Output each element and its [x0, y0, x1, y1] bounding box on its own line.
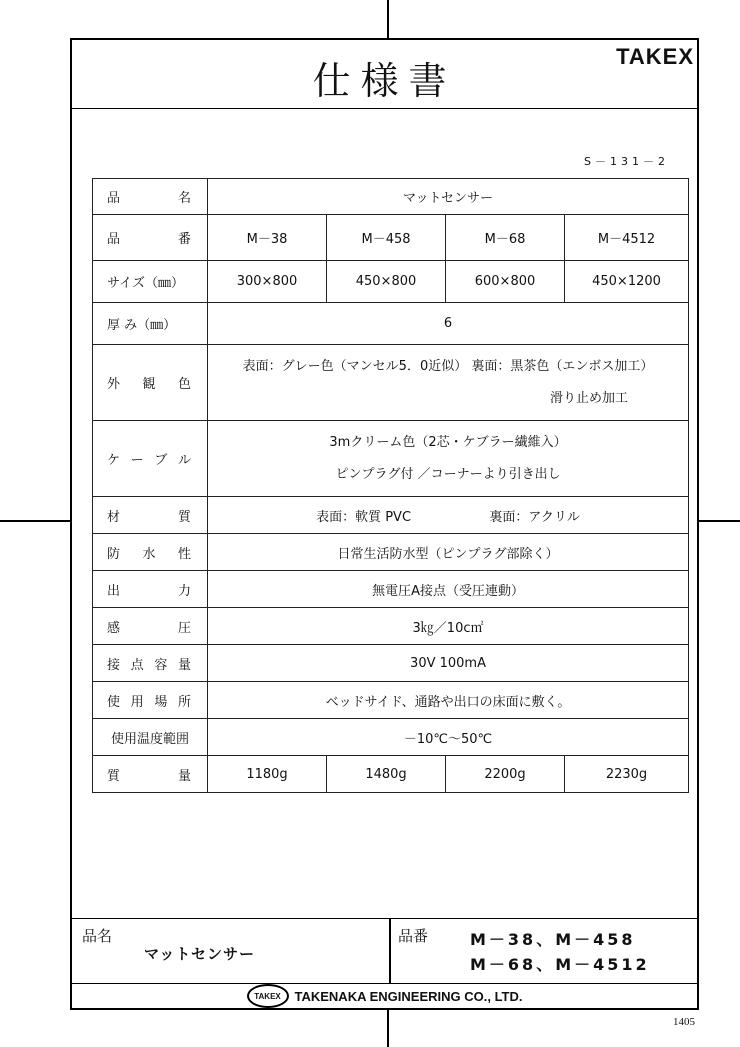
row-waterproof	[93, 534, 689, 571]
value-waterproof: 日常生活防水型（ピンプラグ部除く）	[208, 534, 689, 571]
footer-models-line-2: M－68、M－4512	[470, 955, 650, 974]
cable-line-1: 3mクリーム色（2芯・ケブラー繊維入）	[329, 434, 567, 450]
title-bar	[72, 40, 697, 109]
label-contact-capacity: 接 点 容 量	[93, 645, 208, 682]
label-cable: ケ ー ブ ル	[93, 421, 208, 497]
row-material	[93, 497, 689, 534]
row-sensitivity	[93, 608, 689, 645]
appearance-line-1: 表面：グレー色（マンセル5．0近似） 裏面：黒茶色（エンボス加工）	[242, 358, 654, 374]
row-weight	[93, 756, 689, 793]
cable-line-2: ピンプラグ付 ／コーナーより引き出し	[335, 466, 561, 482]
size-cell: 600×800	[446, 261, 565, 303]
label-material: 材 質	[93, 497, 208, 534]
weight-cell: 2200g	[446, 756, 565, 793]
value-output: 無電圧A接点（受圧連動）	[208, 571, 689, 608]
label-waterproof: 防 水 性	[93, 534, 208, 571]
footer-divider	[389, 919, 391, 983]
row-output	[93, 571, 689, 608]
value-contact-capacity: 30V 100mA	[208, 645, 689, 682]
crop-mark-left	[0, 520, 70, 522]
weight-cell: 1180g	[208, 756, 327, 793]
row-contact-capacity	[93, 645, 689, 682]
label-output: 出 力	[93, 571, 208, 608]
row-product-name	[93, 179, 689, 215]
value-sensitivity: 3㎏／10c㎡	[208, 608, 689, 645]
row-appearance	[93, 345, 689, 421]
spec-table	[92, 178, 689, 793]
label-thickness: 厚 み（㎜）	[93, 303, 208, 345]
row-cable	[93, 421, 689, 497]
label-sensitivity: 感 圧	[93, 608, 208, 645]
footer-model-label: 品番	[398, 927, 429, 945]
label-model: 品 番	[93, 215, 208, 261]
model-cell: M－38	[208, 215, 327, 261]
material-back: 裏面：アクリル	[489, 509, 580, 525]
model-cell: M－458	[327, 215, 446, 261]
company-logo: TAKEX	[247, 984, 289, 1008]
row-model	[93, 215, 689, 261]
document-number: S－131－2	[584, 155, 669, 168]
value-usage-location: ベッドサイド、通路や出口の床面に敷く。	[208, 682, 689, 719]
footer-models-line-1: M－38、M－458	[470, 930, 636, 949]
weight-cell: 2230g	[565, 756, 689, 793]
document-title: 仕様書	[312, 59, 457, 103]
label-size: サイズ（㎜）	[93, 261, 208, 303]
footer-product-name: マットセンサー	[144, 945, 255, 963]
label-appearance: 外 観 色	[93, 345, 208, 421]
page-number: 1405	[673, 1016, 695, 1028]
row-usage-location	[93, 682, 689, 719]
row-size	[93, 261, 689, 303]
label-weight: 質 量	[93, 756, 208, 793]
crop-mark-top	[387, 0, 389, 38]
value-temp-range: －10℃～50℃	[208, 719, 689, 756]
footer-product-label: 品名	[82, 927, 113, 945]
material-front: 表面：軟質 PVC	[316, 509, 412, 525]
brand-logo: TAKEX	[616, 44, 694, 69]
value-cable	[208, 421, 689, 497]
model-cell: M－68	[446, 215, 565, 261]
row-temp-range	[93, 719, 689, 756]
size-cell: 450×800	[327, 261, 446, 303]
company-block	[72, 982, 697, 1010]
footer-block	[72, 918, 697, 984]
label-product-name: 品 名	[93, 179, 208, 215]
weight-cell: 1480g	[327, 756, 446, 793]
value-thickness: 6	[208, 303, 689, 345]
label-temp-range: 使用温度範囲	[93, 719, 208, 756]
size-cell: 300×800	[208, 261, 327, 303]
value-appearance	[208, 345, 689, 421]
model-cell: M－4512	[565, 215, 689, 261]
appearance-line-2: 滑り止め加工	[550, 390, 629, 406]
value-product-name: マットセンサー	[208, 179, 689, 215]
spec-sheet-frame	[70, 38, 699, 1010]
row-thickness	[93, 303, 689, 345]
label-usage-location: 使 用 場 所	[93, 682, 208, 719]
crop-mark-bottom	[387, 1010, 389, 1047]
crop-mark-right	[699, 520, 740, 522]
value-material	[208, 497, 689, 534]
company-name: TAKENAKA ENGINEERING CO., LTD.	[294, 988, 523, 1004]
size-cell: 450×1200	[565, 261, 689, 303]
